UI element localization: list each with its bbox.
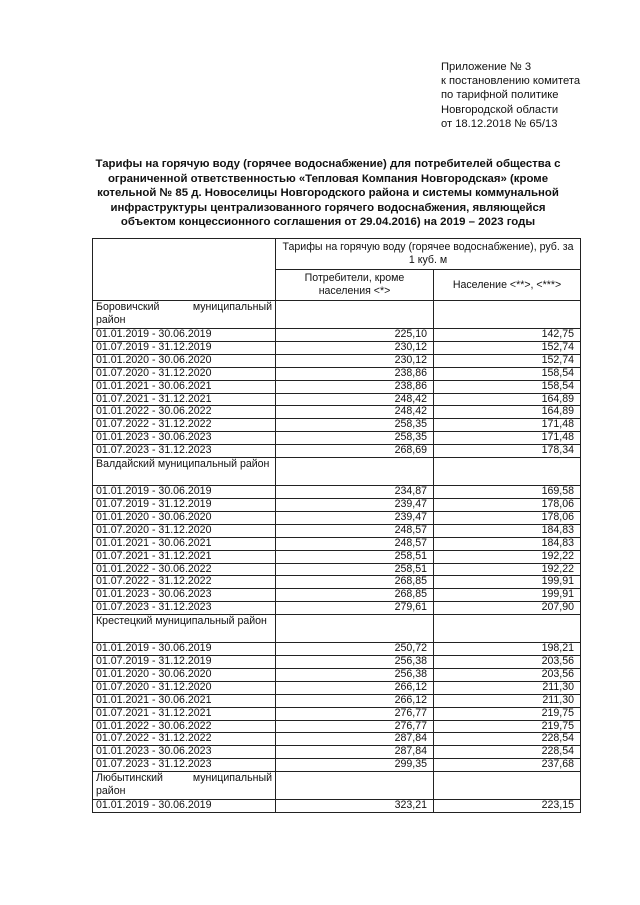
period-cell: 01.07.2019 - 31.12.2019 xyxy=(93,498,276,511)
table-row xyxy=(93,694,581,707)
tariff-non-population-cell: 256,38 xyxy=(276,656,434,669)
period-cell: 01.07.2023 - 31.12.2023 xyxy=(93,759,276,772)
period-cell: 01.07.2021 - 31.12.2021 xyxy=(93,393,276,406)
period-cell: 01.01.2020 - 30.06.2020 xyxy=(93,354,276,367)
period-cell: 01.07.2022 - 31.12.2022 xyxy=(93,576,276,589)
tariff-population-cell: 164,89 xyxy=(434,406,581,419)
table-row xyxy=(93,733,581,746)
tariff-non-population-cell: 238,86 xyxy=(276,380,434,393)
tariff-non-population-cell: 248,42 xyxy=(276,406,434,419)
table-row xyxy=(93,486,581,499)
table-row xyxy=(93,707,581,720)
period-cell: 01.01.2019 - 30.06.2019 xyxy=(93,800,276,813)
period-cell: 01.01.2022 - 30.06.2022 xyxy=(93,563,276,576)
title-line: Тарифы на горячую воду (горячее водоснабжение) для потребителей общества с xyxy=(95,158,561,170)
region-name: Боровичский муниципальный район xyxy=(96,301,272,326)
tariff-population-cell: 203,56 xyxy=(434,668,581,681)
table-row xyxy=(93,367,581,380)
tariff-non-population-cell: 276,77 xyxy=(276,707,434,720)
tariff-population-cell: 184,83 xyxy=(434,537,581,550)
table-row xyxy=(93,537,581,550)
tariff-non-population-cell: 258,35 xyxy=(276,432,434,445)
tariff-population-cell: 178,06 xyxy=(434,498,581,511)
region-empty-cell-1 xyxy=(276,458,434,486)
tariff-non-population-cell: 287,84 xyxy=(276,733,434,746)
annex-line: Приложение № 3 xyxy=(441,61,532,73)
table-row xyxy=(93,759,581,772)
region-empty-cell-1 xyxy=(276,772,434,800)
tariff-non-population-cell: 225,10 xyxy=(276,329,434,342)
tariff-non-population-cell: 268,85 xyxy=(276,589,434,602)
table-row xyxy=(93,432,581,445)
region-empty-cell-2 xyxy=(434,615,581,643)
tariff-population-cell: 152,74 xyxy=(434,341,581,354)
region-empty-cell-1 xyxy=(276,615,434,643)
region-row xyxy=(93,615,581,643)
table-row xyxy=(93,681,581,694)
period-cell: 01.01.2023 - 30.06.2023 xyxy=(93,432,276,445)
table-row xyxy=(93,746,581,759)
annex-line: от 18.12.2018 № 65/13 xyxy=(441,117,558,130)
tariff-population-cell: 211,30 xyxy=(434,694,581,707)
period-cell: 01.07.2019 - 31.12.2019 xyxy=(93,656,276,669)
tariff-non-population-cell: 250,72 xyxy=(276,643,434,656)
table-row xyxy=(93,656,581,669)
table-row xyxy=(93,393,581,406)
tariff-population-cell: 223,15 xyxy=(434,800,581,813)
tariff-non-population-cell: 266,12 xyxy=(276,681,434,694)
region-empty-cell-2 xyxy=(434,772,581,800)
table-row xyxy=(93,589,581,602)
table-row xyxy=(93,643,581,656)
period-cell: 01.07.2021 - 31.12.2021 xyxy=(93,550,276,563)
period-cell: 01.07.2020 - 31.12.2020 xyxy=(93,524,276,537)
period-cell: 01.01.2019 - 30.06.2019 xyxy=(93,643,276,656)
period-cell: 01.01.2021 - 30.06.2021 xyxy=(93,694,276,707)
region-empty-cell-2 xyxy=(434,301,581,329)
period-cell: 01.07.2023 - 31.12.2023 xyxy=(93,445,276,458)
region-row xyxy=(93,772,581,800)
tariff-non-population-cell: 287,84 xyxy=(276,746,434,759)
tariff-population-cell: 237,68 xyxy=(434,759,581,772)
period-cell: 01.01.2022 - 30.06.2022 xyxy=(93,720,276,733)
tariff-non-population-cell: 239,47 xyxy=(276,511,434,524)
table-row xyxy=(93,329,581,342)
tariff-population-cell: 207,90 xyxy=(434,602,581,615)
table-row xyxy=(93,498,581,511)
table-row xyxy=(93,576,581,589)
tariff-non-population-cell: 230,12 xyxy=(276,354,434,367)
region-empty-cell-1 xyxy=(276,301,434,329)
tariff-population-cell: 203,56 xyxy=(434,656,581,669)
region-name-cell xyxy=(93,772,276,800)
period-cell: 01.07.2023 - 31.12.2023 xyxy=(93,602,276,615)
tariff-population-cell: 228,54 xyxy=(434,746,581,759)
tariff-population-cell: 199,91 xyxy=(434,589,581,602)
tariff-population-cell: 192,22 xyxy=(434,550,581,563)
table-row xyxy=(93,563,581,576)
tariff-non-population-cell: 248,57 xyxy=(276,524,434,537)
region-row xyxy=(93,458,581,486)
table-row xyxy=(93,341,581,354)
tariff-population-cell: 171,48 xyxy=(434,432,581,445)
tariff-non-population-cell: 238,86 xyxy=(276,367,434,380)
table-row xyxy=(93,380,581,393)
period-cell: 01.07.2019 - 31.12.2019 xyxy=(93,341,276,354)
table-row xyxy=(93,419,581,432)
tariff-population-cell: 192,22 xyxy=(434,563,581,576)
tariff-non-population-cell: 248,42 xyxy=(276,393,434,406)
region-name: Валдайский муниципальный район xyxy=(96,458,270,471)
header-col-non-population: Потребители, кроме населения <*> xyxy=(276,270,434,301)
period-cell: 01.01.2023 - 30.06.2023 xyxy=(93,746,276,759)
annex-note xyxy=(441,60,631,131)
tariff-non-population-cell: 234,87 xyxy=(276,486,434,499)
period-cell: 01.01.2022 - 30.06.2022 xyxy=(93,406,276,419)
table-row xyxy=(93,354,581,367)
annex-line: к постановлению комитета xyxy=(441,75,581,88)
table-row xyxy=(93,800,581,813)
tariff-population-cell: 228,54 xyxy=(434,733,581,746)
table-header-row xyxy=(93,239,581,270)
tariff-population-cell: 158,54 xyxy=(434,367,581,380)
tariff-population-cell: 219,75 xyxy=(434,707,581,720)
tariff-population-cell: 158,54 xyxy=(434,380,581,393)
tariff-table xyxy=(92,238,581,813)
period-cell: 01.07.2022 - 31.12.2022 xyxy=(93,733,276,746)
tariff-population-cell: 199,91 xyxy=(434,576,581,589)
period-cell: 01.01.2019 - 30.06.2019 xyxy=(93,329,276,342)
tariff-population-cell: 198,21 xyxy=(434,643,581,656)
table-row xyxy=(93,550,581,563)
table-row xyxy=(93,720,581,733)
title-line: объектом концессионного соглашения от 29.04.2016) на 2019 – 2023 годы xyxy=(120,216,536,229)
tariff-non-population-cell: 268,69 xyxy=(276,445,434,458)
tariff-non-population-cell: 268,85 xyxy=(276,576,434,589)
tariff-population-cell: 142,75 xyxy=(434,329,581,342)
title-line: котельной № 85 д. Новоселицы Новгородского района и системы коммунальной xyxy=(97,187,559,200)
period-cell: 01.01.2021 - 30.06.2021 xyxy=(93,537,276,550)
region-name-cell xyxy=(93,615,276,643)
table-row xyxy=(93,668,581,681)
tariff-non-population-cell: 279,61 xyxy=(276,602,434,615)
tariff-non-population-cell: 266,12 xyxy=(276,694,434,707)
period-cell: 01.07.2020 - 31.12.2020 xyxy=(93,681,276,694)
tariff-non-population-cell: 323,21 xyxy=(276,800,434,813)
tariff-non-population-cell: 258,35 xyxy=(276,419,434,432)
period-cell: 01.07.2021 - 31.12.2021 xyxy=(93,707,276,720)
tariff-population-cell: 152,74 xyxy=(434,354,581,367)
header-col-population: Население <**>, <***> xyxy=(434,270,581,301)
table-row xyxy=(93,406,581,419)
period-cell: 01.07.2020 - 31.12.2020 xyxy=(93,367,276,380)
period-cell: 01.01.2023 - 30.06.2023 xyxy=(93,589,276,602)
table-row xyxy=(93,602,581,615)
tariff-non-population-cell: 248,57 xyxy=(276,537,434,550)
header-main: Тарифы на горячую воду (горячее водоснабжение), руб. за 1 куб. м xyxy=(276,239,581,270)
tariff-non-population-cell: 258,51 xyxy=(276,563,434,576)
title-line: инфраструктуры централизованного горячего водоснабжения, являющейся xyxy=(110,201,546,214)
table-row xyxy=(93,511,581,524)
tariff-non-population-cell: 256,38 xyxy=(276,668,434,681)
tariff-population-cell: 219,75 xyxy=(434,720,581,733)
region-name-cell xyxy=(93,301,276,329)
annex-line: Новгородской области xyxy=(441,103,559,116)
table-row xyxy=(93,524,581,537)
tariff-population-cell: 178,34 xyxy=(434,445,581,458)
title-line: ограниченной ответственностью «Тепловая Компания Новгородская» (кроме xyxy=(107,172,549,185)
tariff-population-cell: 211,30 xyxy=(434,681,581,694)
region-name: Любытинский муниципальный район xyxy=(96,772,272,798)
period-cell: 01.01.2020 - 30.06.2020 xyxy=(93,668,276,681)
region-name: Крестецкий муниципальный район xyxy=(96,615,267,628)
tariff-non-population-cell: 276,77 xyxy=(276,720,434,733)
tariff-non-population-cell: 258,51 xyxy=(276,550,434,563)
period-cell: 01.07.2022 - 31.12.2022 xyxy=(93,419,276,432)
period-cell: 01.01.2021 - 30.06.2021 xyxy=(93,380,276,393)
period-cell: 01.01.2019 - 30.06.2019 xyxy=(93,486,276,499)
tariff-population-cell: 178,06 xyxy=(434,511,581,524)
region-row xyxy=(93,301,581,329)
tariff-non-population-cell: 230,12 xyxy=(276,341,434,354)
annex-line: по тарифной политике xyxy=(441,89,559,102)
tariff-population-cell: 184,83 xyxy=(434,524,581,537)
header-empty-cell xyxy=(93,239,276,301)
tariff-non-population-cell: 239,47 xyxy=(276,498,434,511)
tariff-population-cell: 171,48 xyxy=(434,419,581,432)
region-empty-cell-2 xyxy=(434,458,581,486)
tariff-population-cell: 169,58 xyxy=(434,486,581,499)
region-name-cell xyxy=(93,458,276,486)
period-cell: 01.01.2020 - 30.06.2020 xyxy=(93,511,276,524)
tariff-non-population-cell: 299,35 xyxy=(276,759,434,772)
tariff-population-cell: 164,89 xyxy=(434,393,581,406)
document-title xyxy=(88,157,568,230)
table-row xyxy=(93,445,581,458)
